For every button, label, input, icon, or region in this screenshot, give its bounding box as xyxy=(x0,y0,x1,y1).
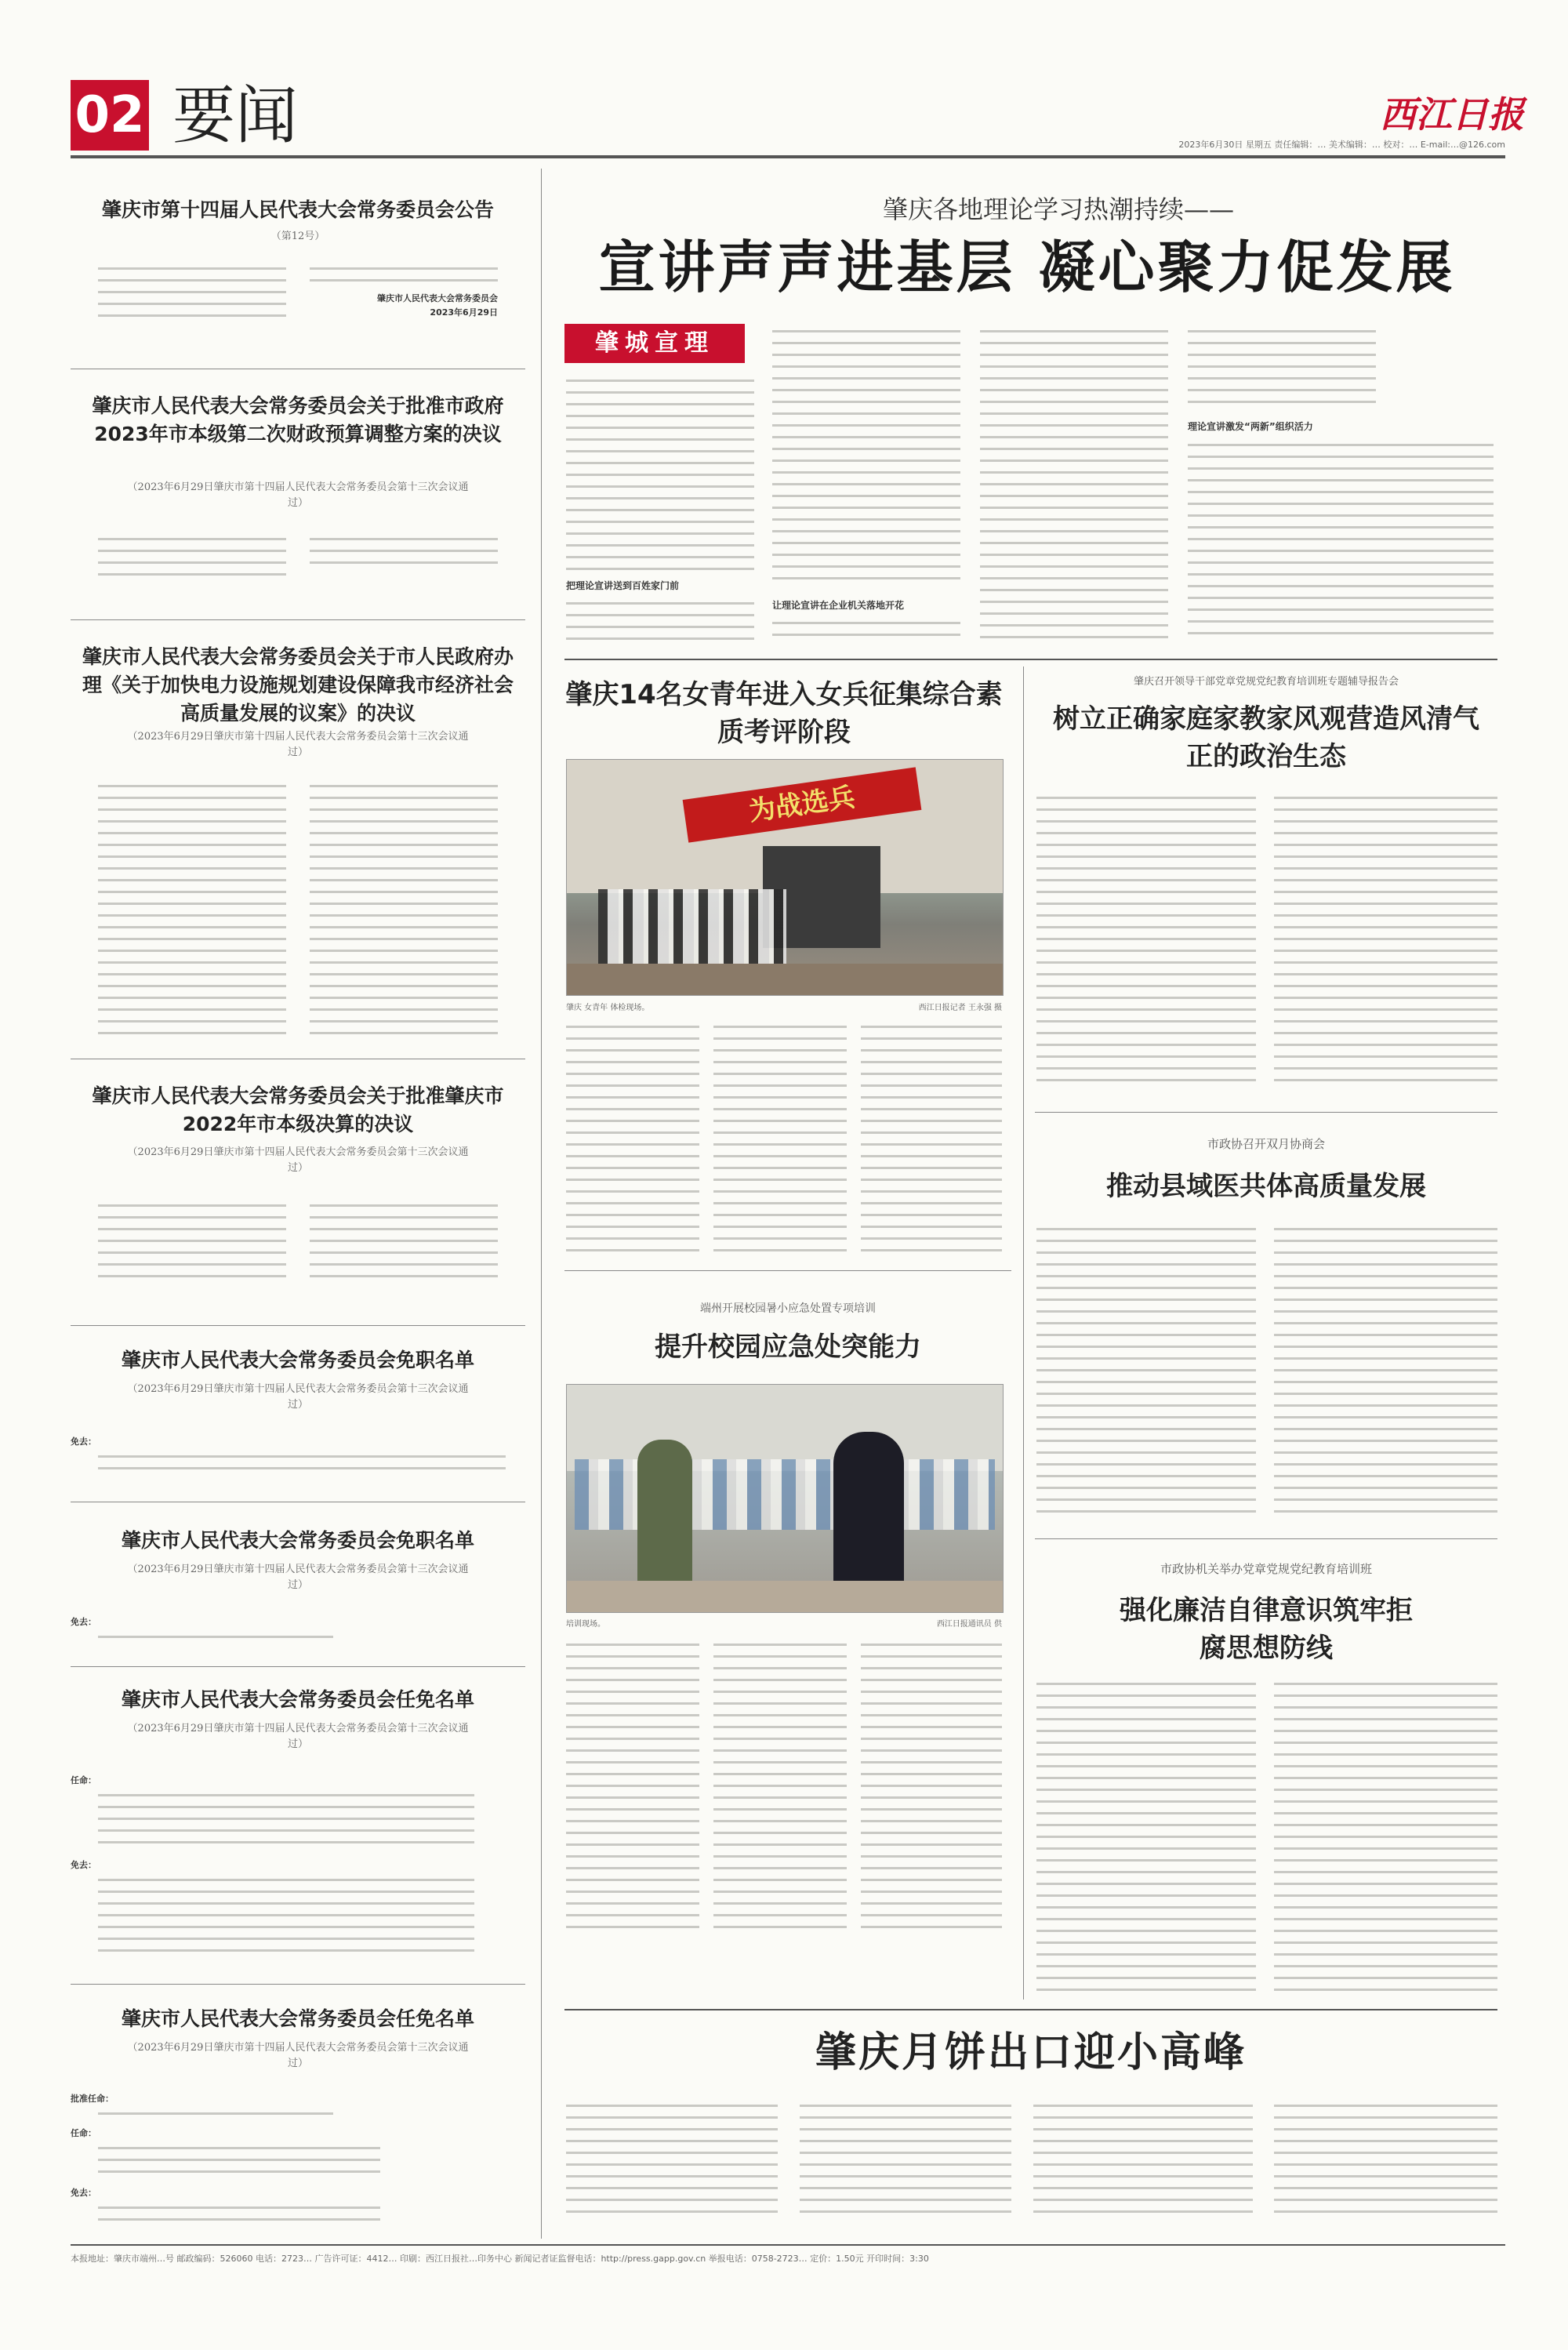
article-title: 肇庆市人民代表大会常务委员会免职名单 xyxy=(121,1529,474,1552)
list-label: 批准任命： xyxy=(71,2094,114,2104)
footer-rule xyxy=(71,2244,1505,2246)
body-text-block xyxy=(1036,1223,1256,1513)
article-subtitle: （2023年6月29日肇庆市第十四届人民代表大会常务委员会第十三次会议通过） xyxy=(127,731,469,758)
body-text-block xyxy=(1188,439,1494,643)
photo-caption: 培训现场。 xyxy=(566,1620,605,1629)
body-text-block xyxy=(1036,1678,1256,1992)
feature-subhead: 把理论宣讲送到百姓家门前 xyxy=(566,580,680,591)
list-label: 任命： xyxy=(71,2128,96,2138)
body-text-block xyxy=(861,1021,1002,1256)
article-subtitle: （2023年6月29日肇庆市第十四届人民代表大会常务委员会第十三次会议通过） xyxy=(127,1723,469,1750)
article-kicker: 市政协机关举办党章党规党纪教育培训班 xyxy=(1160,1562,1372,1576)
body-text-block xyxy=(98,2142,380,2177)
article-title: 肇庆市人民代表大会常务委员会任免名单 xyxy=(121,2007,474,2030)
article-headline: 提升校园应急处突能力 xyxy=(655,1331,921,1363)
article-kicker: 市政协召开双月协商会 xyxy=(1207,1137,1325,1151)
photo-background-wall xyxy=(567,1385,1003,1471)
body-text-block xyxy=(98,780,286,1039)
article-subtitle: （2023年6月29日肇庆市第十四届人民代表大会常务委员会第十三次会议通过） xyxy=(127,481,469,509)
photo-guard xyxy=(833,1432,904,1600)
article-subtitle: （2023年6月29日肇庆市第十四届人民代表大会常务委员会第十三次会议通过） xyxy=(127,1383,469,1411)
feature-headline: 宣讲声声进基层 凝心聚力促发展 xyxy=(598,234,1456,300)
article-divider xyxy=(564,1270,1011,1271)
article-divider xyxy=(1035,1538,1497,1539)
section-divider xyxy=(564,2009,1497,2010)
feature-subhead: 理论宣讲激发“两新”组织活力 xyxy=(1188,421,1313,432)
article-divider xyxy=(71,1666,525,1667)
article-headline: 推动县域医共体高质量发展 xyxy=(1106,1171,1426,1202)
article-headline: 强化廉洁自律意识筑牢拒腐思想防线 xyxy=(1120,1595,1413,1664)
masthead-rule xyxy=(71,155,1505,158)
photo-floor xyxy=(567,1581,1003,1612)
section-divider xyxy=(564,659,1497,660)
left-column-divider xyxy=(541,169,542,2239)
article-kicker: 肇庆召开领导干部党章党规党纪教育培训班专题辅导报告会 xyxy=(1133,676,1399,688)
body-text-block xyxy=(1274,1678,1497,1992)
body-text-block xyxy=(566,375,754,571)
column-badge: 肇城宣理 xyxy=(564,324,745,363)
body-text-block xyxy=(1274,792,1497,1082)
article-divider xyxy=(71,1984,525,1985)
article-subtitle: （2023年6月29日肇庆市第十四届人民代表大会常务委员会第十三次会议通过） xyxy=(127,2042,469,2069)
body-text-block xyxy=(1274,1223,1497,1513)
body-text-block xyxy=(98,1874,474,1956)
body-text-block xyxy=(98,1631,333,1643)
body-text-block xyxy=(1036,792,1256,1082)
list-label: 免去： xyxy=(71,2188,96,2198)
middle-column-divider xyxy=(1023,666,1024,1999)
body-text-block xyxy=(566,1639,699,1933)
newspaper-logo: 西江日报 xyxy=(1380,93,1524,136)
body-text-block xyxy=(98,2108,333,2119)
article-subtitle: （第12号） xyxy=(270,231,325,242)
article-title: 肇庆市人民代表大会常务委员会关于批准市政府2023年市本级第二次财政预算调整方案的决议 xyxy=(92,394,504,445)
footer-info: 本报地址：肇庆市端州…号 邮政编码：526060 电话：2723… 广告许可证：4412… 印刷：西江日报社…印务中心 新闻记者证监督电话：http://press.gapp.gov.cn 举报电话：0758-2723… 定价：1.50元 开印时间：3:30 xyxy=(71,2254,929,2264)
photo-floor xyxy=(567,964,1003,995)
feature-subhead: 让理论宣讲在企业机关落地开花 xyxy=(772,600,905,611)
body-text-block xyxy=(772,325,960,588)
photo-credit: 西江日报记者 王永强 摄 xyxy=(918,1004,1002,1012)
body-text-block xyxy=(713,1639,847,1933)
body-text-block xyxy=(1033,2100,1253,2217)
article-title: 肇庆市人民代表大会常务委员会关于批准肇庆市2022年市本级决算的决议 xyxy=(92,1084,504,1135)
article-divider xyxy=(71,619,525,620)
body-text-block xyxy=(310,533,498,568)
article-divider xyxy=(71,1325,525,1326)
masthead-meta: 2023年6月30日 星期五 责任编辑：… 美术编辑：… 校对：… E-mail:…@126.com xyxy=(1178,140,1505,150)
article-divider xyxy=(1035,1112,1497,1113)
body-text-block xyxy=(1274,2100,1497,2217)
body-text-block xyxy=(566,2100,778,2217)
article-title: 肇庆市人民代表大会常务委员会关于市人民政府办理《关于加快电力设施规划建设保障我市经济社会高质量发展的议案》的决议 xyxy=(82,645,514,725)
feature-kicker: 肇庆各地理论学习热潮持续—— xyxy=(882,194,1234,224)
article-title: 肇庆市第十四届人民代表大会常务委员会公告 xyxy=(101,198,494,221)
article-kicker: 端州开展校园暑小应急处置专项培训 xyxy=(700,1302,876,1315)
body-text-block xyxy=(800,2100,1011,2217)
page-number-badge: 02 xyxy=(71,80,149,151)
article-title: 肇庆市人民代表大会常务委员会任免名单 xyxy=(121,1688,474,1711)
training-photo xyxy=(566,1384,1004,1613)
body-text-block xyxy=(310,780,498,1039)
body-text-block xyxy=(566,1021,699,1256)
feature-headline: 肇庆月饼出口迎小高峰 xyxy=(815,2029,1247,2076)
article-subtitle: （2023年6月29日肇庆市第十四届人民代表大会常务委员会第十三次会议通过） xyxy=(127,1564,469,1591)
photo-trainer xyxy=(637,1440,692,1596)
body-text-block xyxy=(772,617,960,645)
body-text-block xyxy=(98,533,286,580)
list-label: 免去： xyxy=(71,1860,96,1870)
photo-caption: 肇庆 女青年 体检现场。 xyxy=(566,1004,650,1012)
article-subtitle: （2023年6月29日肇庆市第十四届人民代表大会常务委员会第十三次会议通过） xyxy=(127,1146,469,1174)
photo-banner: 为战选兵 xyxy=(683,767,922,842)
body-text-block xyxy=(98,1451,506,1474)
body-text-block xyxy=(98,1789,474,1848)
recruits-photo xyxy=(566,759,1004,996)
body-text-block xyxy=(98,1200,286,1286)
article-headline: 树立正确家庭家教家风观营造风清气正的政治生态 xyxy=(1053,703,1479,772)
list-label: 任命： xyxy=(71,1775,96,1785)
body-text-block xyxy=(980,325,1168,643)
notice-date: 2023年6月29日 xyxy=(430,307,498,318)
article-title: 肇庆市人民代表大会常务委员会免职名单 xyxy=(121,1349,474,1371)
body-text-block xyxy=(713,1021,847,1256)
notice-signature: 肇庆市人民代表大会常务委员会 xyxy=(377,293,498,303)
body-text-block xyxy=(310,1200,498,1286)
body-text-block xyxy=(310,263,498,286)
body-text-block xyxy=(861,1639,1002,1933)
list-label: 免去： xyxy=(71,1617,96,1627)
body-text-block xyxy=(566,597,754,645)
list-label: 免去： xyxy=(71,1437,96,1447)
body-text-block xyxy=(98,263,286,321)
body-text-block xyxy=(1188,325,1376,412)
section-title: 要闻 xyxy=(172,79,298,152)
article-headline: 肇庆14名女青年进入女兵征集综合素质考评阶段 xyxy=(565,679,1003,748)
photo-credit: 西江日报通讯员 供 xyxy=(936,1620,1002,1629)
body-text-block xyxy=(98,2202,380,2225)
